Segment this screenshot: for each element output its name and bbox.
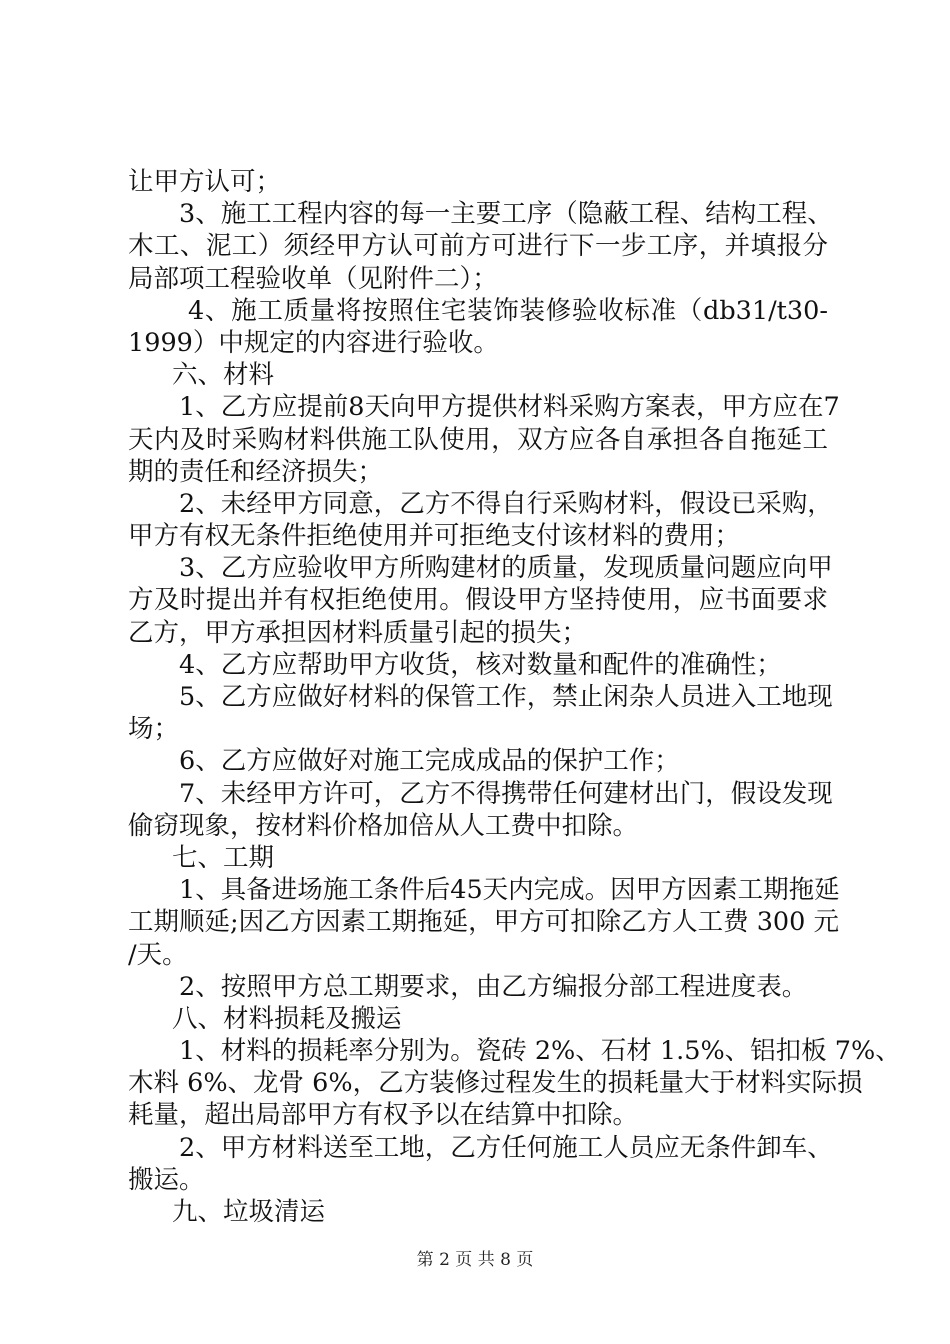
text-line: 7、未经甲方许可，乙方不得携带任何建材出门，假设发现	[179, 778, 833, 809]
text-line: 3、施工工程内容的每一主要工序（隐蔽工程、结构工程、	[179, 199, 833, 230]
text-line: 1、材料的损耗率分别为。瓷砖 2%、石材 1.5%、铝扣板 7%、	[179, 1036, 901, 1067]
text-line: 耗量，超出局部甲方有权予以在结算中扣除。	[128, 1100, 639, 1131]
text-line: 2、未经甲方同意，乙方不得自行采购材料，假设已采购，	[179, 488, 833, 519]
text-line: 5、乙方应做好材料的保管工作，禁止闲杂人员进入工地现	[179, 682, 833, 712]
text-line: 6、乙方应做好对施工完成成品的保护工作；	[179, 746, 680, 777]
text-line: 2、按照甲方总工期要求，由乙方编报分部工程进度表。	[179, 971, 808, 1002]
text-line: 木工、泥工）须经甲方认可前方可进行下一步工序，并填报分	[128, 231, 828, 262]
text-line: 偷窃现象，按材料价格加倍从人工费中扣除。	[128, 810, 639, 841]
text-line: /天。	[128, 939, 188, 970]
text-line: 1999）中规定的内容进行验收。	[128, 327, 499, 358]
text-line: 期的责任和经济损失；	[128, 456, 384, 487]
text-line: 4、乙方应帮助甲方收货，核对数量和配件的准确性；	[179, 649, 782, 680]
document-body	[128, 166, 901, 1228]
text-line: 场；	[128, 714, 180, 745]
text-line: 局部项工程验收单（见附件二）；	[128, 263, 498, 294]
text-line: 甲方有权无条件拒绝使用并可拒绝支付该材料的费用；	[128, 521, 741, 552]
text-line: 六、材料	[172, 360, 275, 391]
text-line: 方及时提出并有权拒绝使用。假设甲方坚持使用，应书面要求	[128, 585, 828, 616]
text-line: 1、具备进场施工条件后45天内完成。因甲方因素工期拖延	[179, 875, 840, 906]
text-line: 3、乙方应验收甲方所购建材的质量，发现质量问题应向甲	[179, 553, 833, 584]
text-line: 八、材料损耗及搬运	[172, 1003, 402, 1034]
text-line: 木料 6%、龙骨 6%，乙方装修过程发生的损耗量大于材料实际损	[128, 1068, 863, 1099]
text-line: 九、垃圾清运	[172, 1197, 326, 1227]
text-line: 天内及时采购材料供施工队使用，双方应各自承担各自拖延工	[128, 424, 828, 455]
text-line: 4、施工质量将按照住宅装饰装修验收标准（db31/t30-	[188, 295, 828, 326]
text-line: 搬运。	[128, 1164, 205, 1195]
text-line: 乙方，甲方承担因材料质量引起的损失；	[128, 617, 588, 648]
text-line: 让甲方认可；	[128, 167, 282, 197]
text-line: 七、工期	[172, 842, 275, 873]
text-line: 2、甲方材料送至工地，乙方任何施工人员应无条件卸车、	[179, 1132, 833, 1163]
page-footer: 第 2 页 共 8 页	[416, 1250, 534, 1270]
text-line: 工期顺延;因乙方因素工期拖延，甲方可扣除乙方人工费 300 元	[128, 907, 839, 938]
text-line: 1、乙方应提前8天向甲方提供材料采购方案表，甲方应在7	[179, 392, 840, 423]
